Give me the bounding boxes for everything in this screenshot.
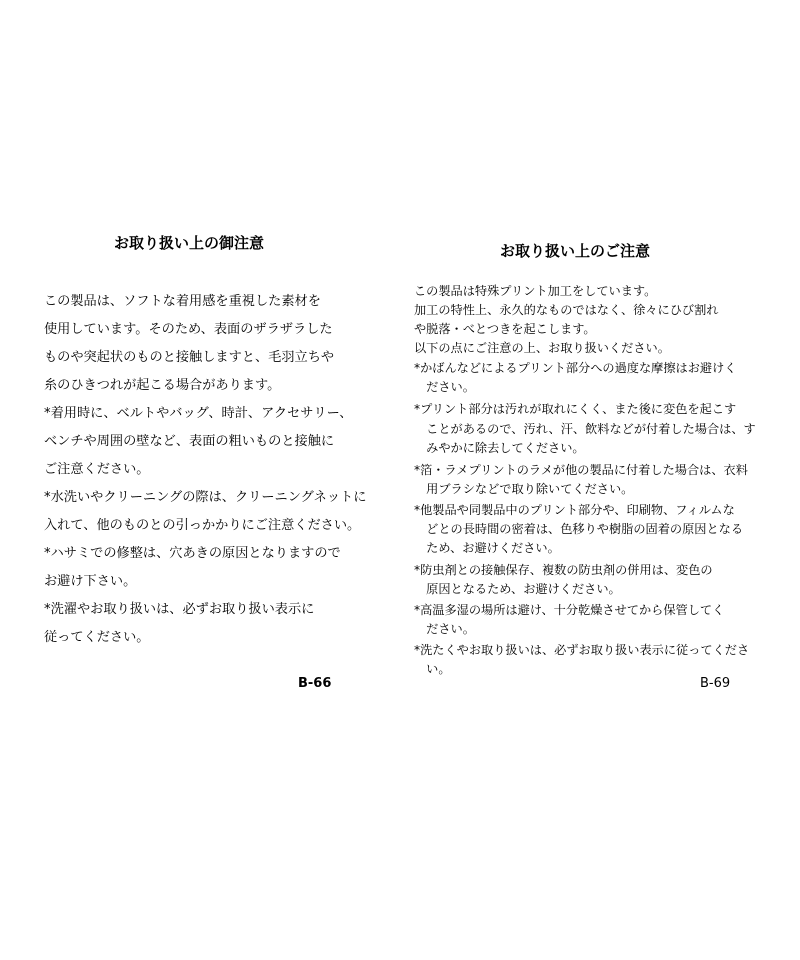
care-text-line: この製品は、ソフトな着用感を重視した素材を xyxy=(44,294,321,309)
care-text-line: *洗たくやお取り扱いは、必ずお取り扱い表示に従ってくださ xyxy=(414,643,750,657)
care-text-line: 使用しています。そのため、表面のザラザラした xyxy=(44,322,333,337)
care-text-line: *他製品や同製品中のプリント部分や、印刷物、フィルムな xyxy=(414,503,735,517)
care-text-line: みやかに除去してください。 xyxy=(414,441,585,455)
care-text-line: *洗濯やお取り扱いは、必ずお取り扱い表示に xyxy=(44,602,315,617)
care-text-line: 入れて、他のものとの引っかかりにご注意ください。 xyxy=(44,518,361,533)
care-text-line: や脱落・べとつきを起こします。 xyxy=(414,322,596,336)
care-text-line: *水洗いやクリーニングの際は、クリーニングネットに xyxy=(44,490,367,505)
care-text-line: 糸のひきつれが起こる場合があります。 xyxy=(44,378,281,393)
care-text-line: ものや突起状のものと接触しますと、毛羽立ちや xyxy=(44,350,335,365)
care-text-line: ださい。 xyxy=(414,380,475,394)
care-text-line: *ハサミでの修整は、穴あきの原因となりますので xyxy=(44,546,341,561)
care-text-line: お避け下さい。 xyxy=(44,574,137,589)
care-text-line: ことがあるので、汚れ、汗、飲料などが付着した場合は、す xyxy=(414,422,756,436)
product-code-right: B-69 xyxy=(700,676,731,691)
product-code-left: B-66 xyxy=(298,676,332,691)
care-text-line: 以下の点にご注意の上、お取り扱いください。 xyxy=(414,341,670,355)
care-text-line: この製品は特殊プリント加工をしています。 xyxy=(414,284,657,298)
care-text-line: ため、お避けください。 xyxy=(414,541,560,555)
care-text-line: *かばんなどによるプリント部分への過度な摩擦はお避けく xyxy=(414,361,737,375)
care-text-line: *高温多湿の場所は避け、十分乾燥させてから保管してく xyxy=(414,603,725,617)
care-title-right: お取り扱い上のご注意 xyxy=(500,242,651,260)
care-text-line: 従ってください。 xyxy=(44,630,150,645)
care-text-line: ベンチや周囲の壁など、表面の粗いものと接触に xyxy=(44,434,335,449)
care-text-line: *着用時に、ベルトやバッグ、時計、アクセサリー、 xyxy=(44,406,353,421)
care-text-line: *箔・ラメプリントのラメが他の製品に付着した場合は、衣料 xyxy=(414,463,748,477)
care-text-line: い。 xyxy=(414,662,451,676)
care-text-line: *防虫剤との接触保存、複数の防虫剤の併用は、変色の xyxy=(414,563,713,577)
care-text-line: *プリント部分は汚れが取れにくく、また後に変色を起こす xyxy=(414,402,737,416)
care-title-left: お取り扱い上の御注意 xyxy=(114,234,265,252)
care-text-line: 原因となるため、お避けください。 xyxy=(414,582,621,596)
care-text-line: 用ブラシなどで取り除いてください。 xyxy=(414,482,634,496)
care-text-line: ご注意ください。 xyxy=(44,462,150,477)
care-text-line: 加工の特性上、永久的なものではなく、徐々にひび割れ xyxy=(414,303,719,317)
care-text-line: ださい。 xyxy=(414,622,475,636)
care-text-line: どとの長時間の密着は、色移りや樹脂の固着の原因となる xyxy=(414,522,744,536)
